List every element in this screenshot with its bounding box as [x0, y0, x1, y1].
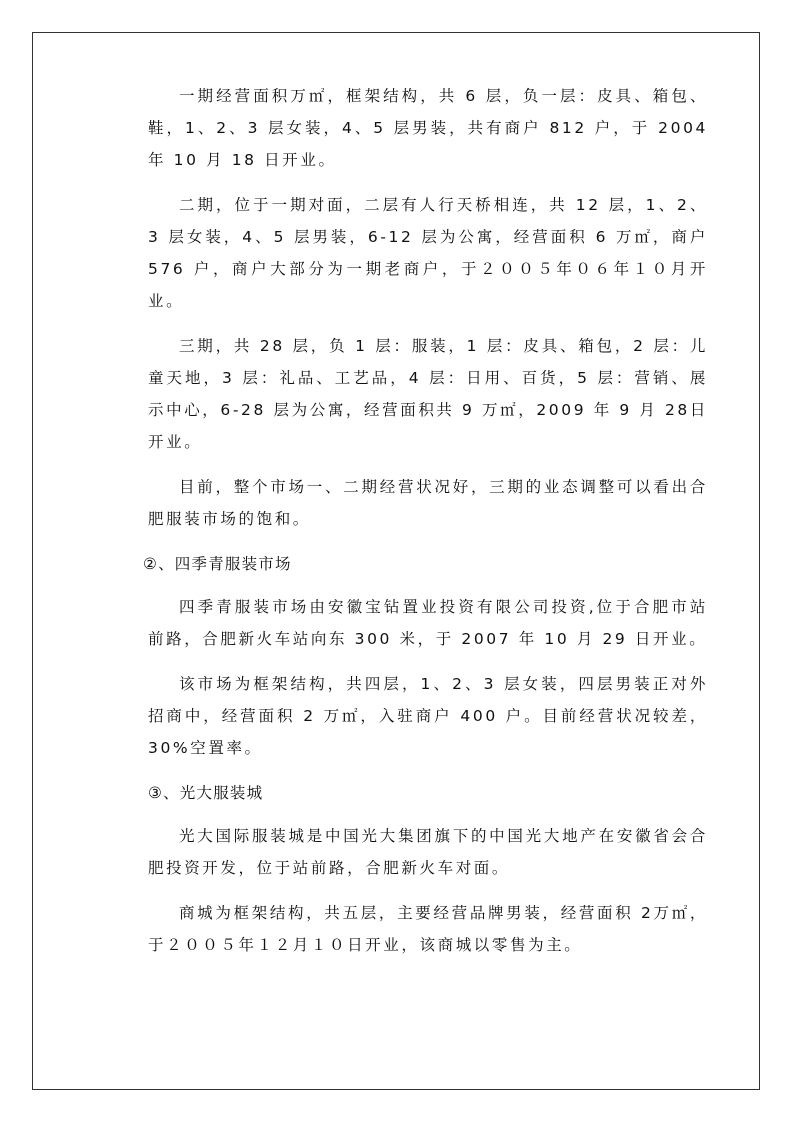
paragraph-sijiqing-structure: 该市场为框架结构，共四层，1、2、3 层女装，四层男装正对外招商中，经营面积 2 万㎡，入驻商户 400 户。目前经营状况较差，30%空置率。 — [148, 675, 708, 757]
paragraph-market-status: 目前，整个市场一、二期经营状况好，三期的业态调整可以看出合肥服装市场的饱和。 — [148, 478, 708, 528]
paragraph-guangda-intro: 光大国际服装城是中国光大集团旗下的中国光大地产在安徽省会合肥投资开发，位于站前路，合肥新火车对面。 — [148, 827, 708, 877]
paragraph-phase-two: 二期，位于一期对面，二层有人行天桥相连，共 12 层，1、2、3 层女装，4、5 层男装，6-12 层为公寓，经营面积 6 万㎡，商户 576 户，商户大部分为一期老商户，于２００５年０６年１０月开业。 — [148, 196, 708, 310]
section-heading-guangda: ③、光大服装城 — [148, 784, 264, 802]
paragraph-sijiqing-intro: 四季青服装市场由安徽宝钻置业投资有限公司投资,位于合肥市站前路，合肥新火车站向东 300 米，于 2007 年 10 月 29 日开业。 — [148, 598, 708, 648]
section-heading-sijiqing: ②、四季青服装市场 — [143, 555, 292, 573]
paragraph-phase-three: 三期，共 28 层，负 1 层：服装，1 层：皮具、箱包，2 层：儿童天地，3 层：礼品、工艺品，4 层：日用、百货，5 层：营销、展示中心，6-28 层为公寓，经营面积共 9 万㎡，2009 年 9 月 28日开业。 — [148, 337, 708, 451]
paragraph-guangda-structure: 商城为框架结构，共五层，主要经营品牌男装，经营面积 2万㎡，于２００５年１２月１０日开业，该商城以零售为主。 — [148, 904, 708, 954]
document-body — [143, 80, 708, 974]
paragraph-phase-one: 一期经营面积万㎡，框架结构，共 6 层，负一层：皮具、箱包、鞋，1、2、3 层女装，4、5 层男装，共有商户 812 户，于 2004年 10 月 18 日开业。 — [148, 87, 708, 169]
